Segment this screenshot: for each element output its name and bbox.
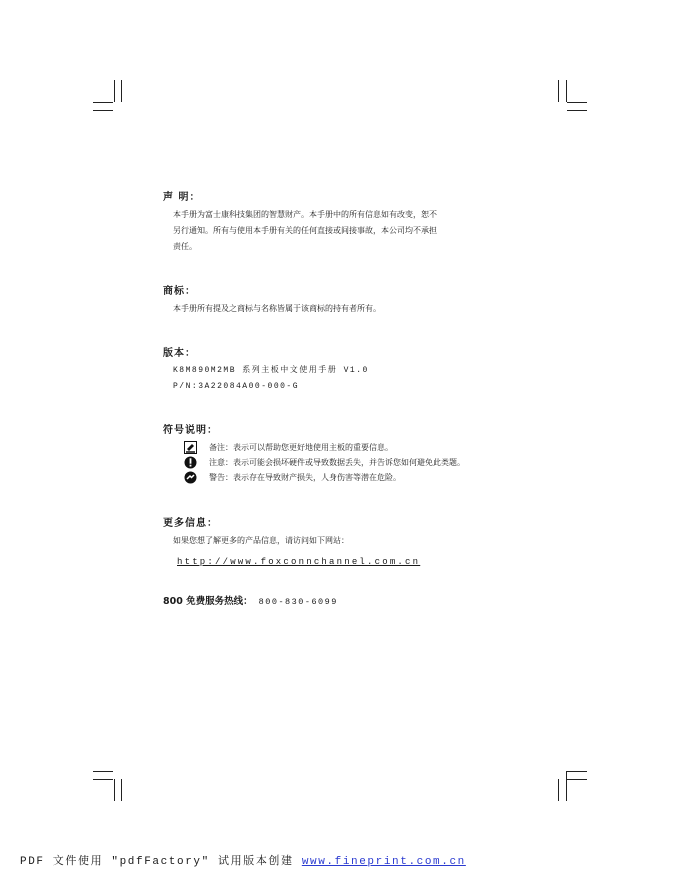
symbol-row-warning [163, 470, 543, 485]
more-info-title: 更多信息： [163, 518, 218, 529]
declaration-section [163, 188, 543, 255]
symbols-title: 符号说明： [163, 425, 218, 436]
hotline-number: 800-830-6099 [258, 597, 338, 607]
more-info-section [163, 514, 543, 568]
hotline [163, 593, 338, 607]
symbols-section [163, 421, 543, 485]
version-section [163, 344, 543, 395]
symbol-row-note [163, 440, 543, 455]
note-text: 备注：表示可以帮助您更好地使用主板的重要信息。 [209, 443, 393, 452]
attention-text: 注意：表示可能会损坏硬件或导致数据丢失，并告诉您如何避免此类题。 [209, 458, 465, 467]
manual-name: K8M890M2MB 系列主板中文使用手册 V1.0 [173, 366, 369, 375]
hotline-label: 800 免费服务热线： [163, 596, 253, 607]
attention-icon [183, 456, 197, 470]
pdf-footer [20, 852, 466, 868]
trademark-title: 商标： [163, 286, 196, 297]
trademark-text: 本手册所有提及之商标与名称皆属于该商标的持有者所有。 [173, 304, 381, 313]
declaration-line: 本手册为富士康科技集团的智慧财产。本手册中的所有信息如有改变，恕不 [173, 210, 437, 219]
declaration-line: 责任。 [173, 242, 197, 251]
symbol-row-attention [163, 455, 543, 470]
warning-text: 警告：表示存在导致财产损失，人身伤害等潜在危险。 [209, 473, 401, 482]
footer-link[interactable]: www.fineprint.com.cn [301, 856, 466, 868]
version-title: 版本： [163, 348, 196, 359]
warning-icon [183, 471, 197, 485]
trademark-section [163, 282, 543, 317]
more-info-text: 如果您想了解更多的产品信息，请访问如下网站： [173, 536, 349, 545]
website-link[interactable]: http://www.foxconnchannel.com.cn [177, 557, 421, 567]
declaration-title: 声 明： [163, 192, 201, 203]
note-icon [183, 441, 197, 455]
footer-text: PDF 文件使用 "pdfFactory" 试用版本创建 [20, 856, 302, 868]
declaration-line: 另行通知。所有与使用本手册有关的任何直接或间接事故，本公司均不承担 [173, 226, 437, 235]
part-number: P/N:3A22084A00-000-G [173, 382, 300, 391]
